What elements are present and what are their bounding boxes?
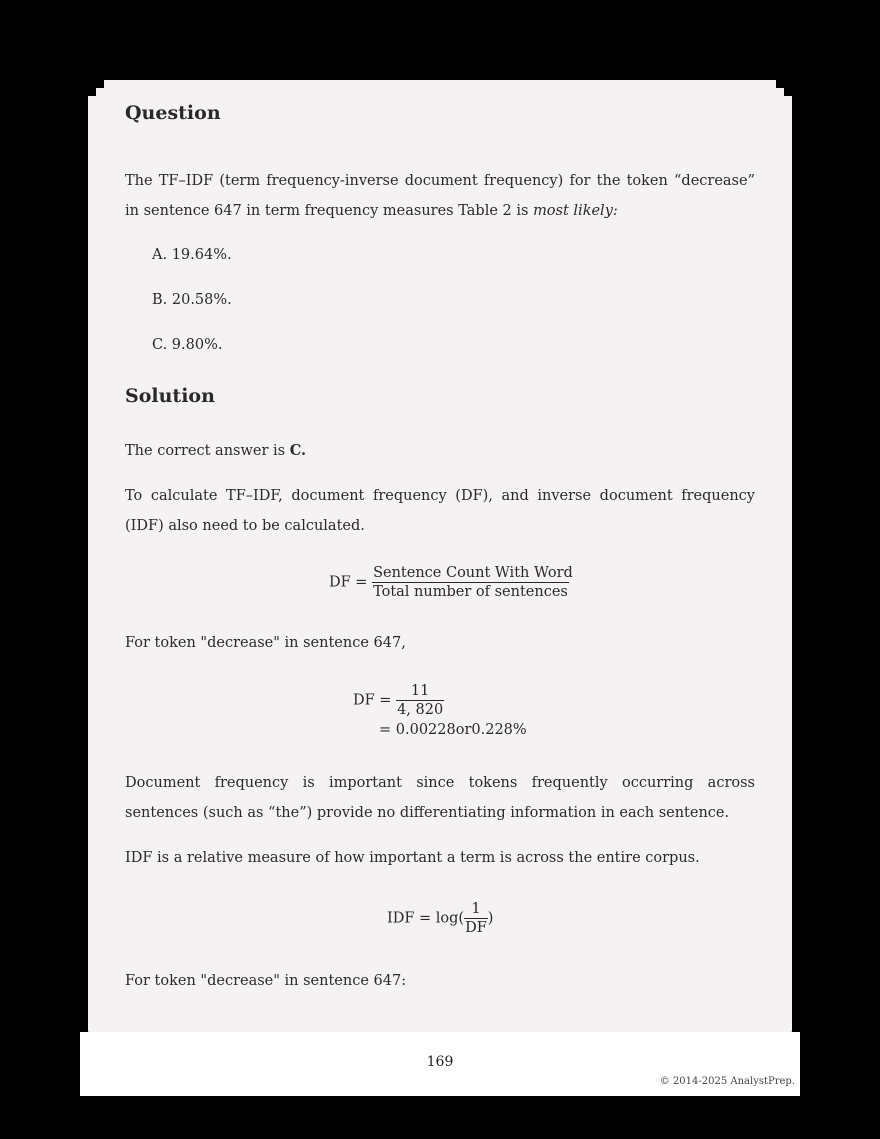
fraction-numerator: Sentence Count With Word — [373, 565, 573, 581]
option-c — [152, 330, 222, 360]
fraction-denominator: Total number of sentences — [373, 584, 568, 600]
formula-lhs: DF = — [329, 574, 368, 591]
option-a — [152, 240, 232, 270]
page-footer — [80, 1032, 800, 1096]
option-letter: C. — [152, 337, 168, 353]
formula-df — [329, 564, 573, 601]
formula-rhs: ) — [487, 910, 494, 927]
formula-idf — [387, 900, 493, 937]
solution-heading: Solution — [125, 385, 215, 407]
question-text-main: The TF–IDF (term frequency-inverse document frequency) for the token “decrease” in sentence 647 in term frequency measures Table 2 is — [125, 173, 755, 219]
option-value: 20.58%. — [171, 292, 232, 308]
answer-prefix: The correct answer is — [125, 443, 290, 459]
idf-definition: IDF is a relative measure of how important a term is across the entire corpus. — [125, 850, 700, 866]
fraction — [464, 900, 488, 937]
formula-df-values — [353, 682, 444, 719]
option-letter: A. — [152, 247, 168, 263]
answer-letter: C. — [289, 442, 307, 459]
fraction-numerator: 1 — [471, 901, 481, 917]
formula-lhs: IDF = log( — [387, 910, 465, 927]
fraction — [396, 682, 444, 719]
df-importance: Document frequency is important since tokens frequently occurring across sentences (such as “the”) provide no differentiating information in each sentence. — [125, 775, 755, 821]
option-b — [152, 285, 232, 315]
option-letter: B. — [152, 292, 168, 308]
option-value: 9.80%. — [171, 337, 223, 353]
fraction-denominator: 4, 820 — [397, 702, 444, 718]
page-number: 169 — [426, 1054, 454, 1070]
option-value: 19.64%. — [171, 247, 232, 263]
question-text-emphasis: most likely: — [533, 203, 618, 219]
formula-df-result: = 0.00228or0.228% — [379, 722, 527, 738]
correct-answer-line — [125, 436, 755, 466]
token-line-1: For token "decrease" in sentence 647, — [125, 635, 406, 651]
solution-intro: To calculate TF–IDF, document frequency (DF), and inverse document frequency (IDF) also need to be calculated. — [125, 488, 755, 534]
question-heading: Question — [125, 102, 221, 124]
copyright-notice: © 2014-2025 AnalystPrep. — [659, 1076, 795, 1087]
question-text — [125, 166, 755, 226]
formula-lhs: DF = — [353, 692, 392, 709]
token-line-2: For token "decrease" in sentence 647: — [125, 973, 407, 989]
fraction-denominator: DF — [465, 920, 487, 936]
fraction-numerator: 11 — [410, 683, 430, 699]
fraction — [372, 564, 573, 601]
